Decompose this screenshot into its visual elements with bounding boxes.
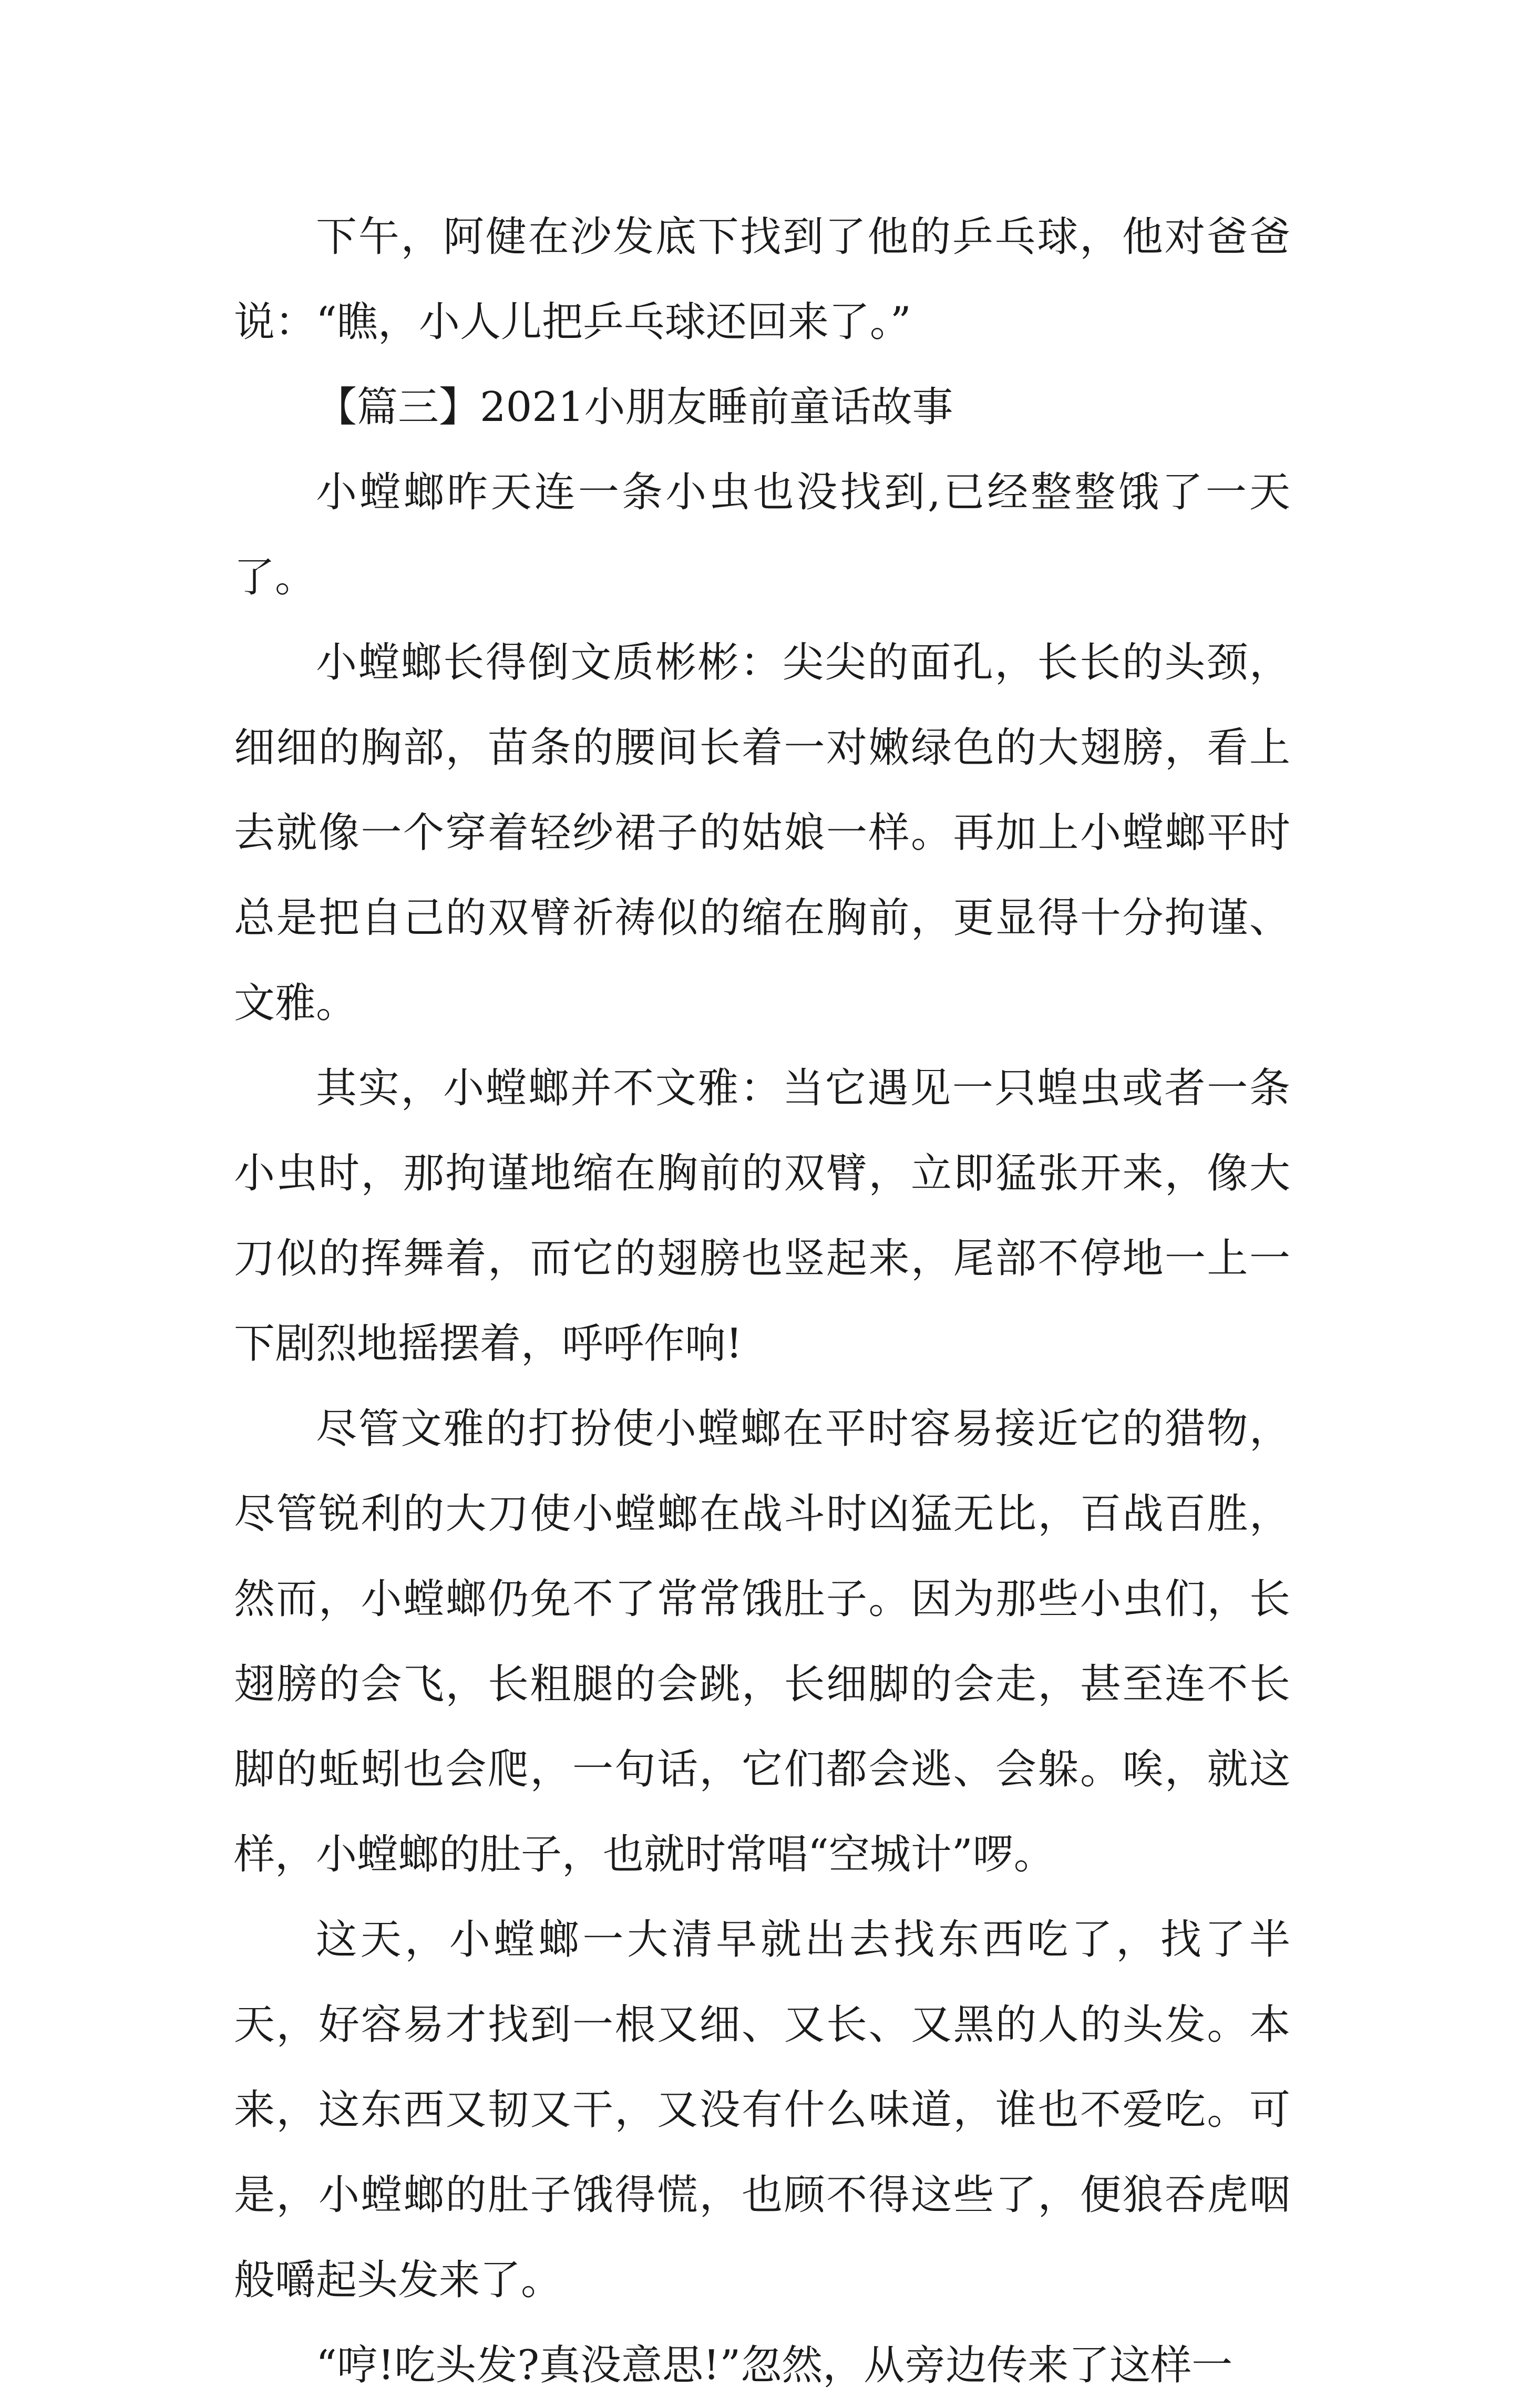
paragraph-mantis-appearance: 小螳螂长得倒文质彬彬：尖尖的面孔，长长的头颈，细细的胸部，苗条的腰间长着一对嫩绿色的大翅膀，看上去就像一个穿着轻纱裙子的姑娘一样。再加上小螳螂平时总是把自己的双臂祈祷似的缩在胸前，更显得十分拘谨、文雅。 xyxy=(234,639,1290,1027)
paragraph-hungry-mantis: 小螳螂昨天连一条小虫也没找到,已经整整饿了一天了。 xyxy=(234,469,1290,601)
paragraph-eating-hair: 这天，小螳螂一大清早就出去找东西吃了，找了半天，好容易才找到一根又细、又长、又黑的人的头发。本来，这东西又韧又干，又没有什么味道，谁也不爱吃。可是，小螳螂的肚子饿得慌，也顾不得这些了，便狼吞虎咽般嚼起头发来了。 xyxy=(234,1916,1290,2304)
paragraph-mantis-hungry-often: 尽管文雅的打扮使小螳螂在平时容易接近它的猎物，尽管锐利的大刀使小螳螂在战斗时凶猛无比，百战百胜，然而，小螳螂仍免不了常常饿肚子。因为那些小虫们，长翅膀的会飞，长粗腿的会跳，长细脚的会走，甚至连不长脚的蚯蚓也会爬，一句话，它们都会逃、会躲。唉，就这样，小螳螂的肚子，也就时常唱“空城计”啰。 xyxy=(234,1405,1290,1878)
paragraph-mantis-hunting: 其实，小螳螂并不文雅：当它遇见一只蝗虫或者一条小虫时，那拘谨地缩在胸前的双臂，立即猛张开来，像大刀似的挥舞着，而它的翅膀也竖起来，尾部不停地一上一下剧烈地摇摆着，呼呼作响! xyxy=(234,1065,1290,1367)
section-heading: 【篇三】2021小朋友睡前童话故事 xyxy=(316,384,953,431)
paragraph-ping-pong-ending: 下午，阿健在沙发底下找到了他的乒乓球，他对爸爸说：“瞧，小人儿把乒乓球还回来了。” xyxy=(234,213,1290,346)
document-body xyxy=(234,194,1290,2408)
paragraph-voice-from-side: “哼!吃头发?真没意思!”忽然，从旁边传来了这样一 xyxy=(316,2342,1233,2389)
